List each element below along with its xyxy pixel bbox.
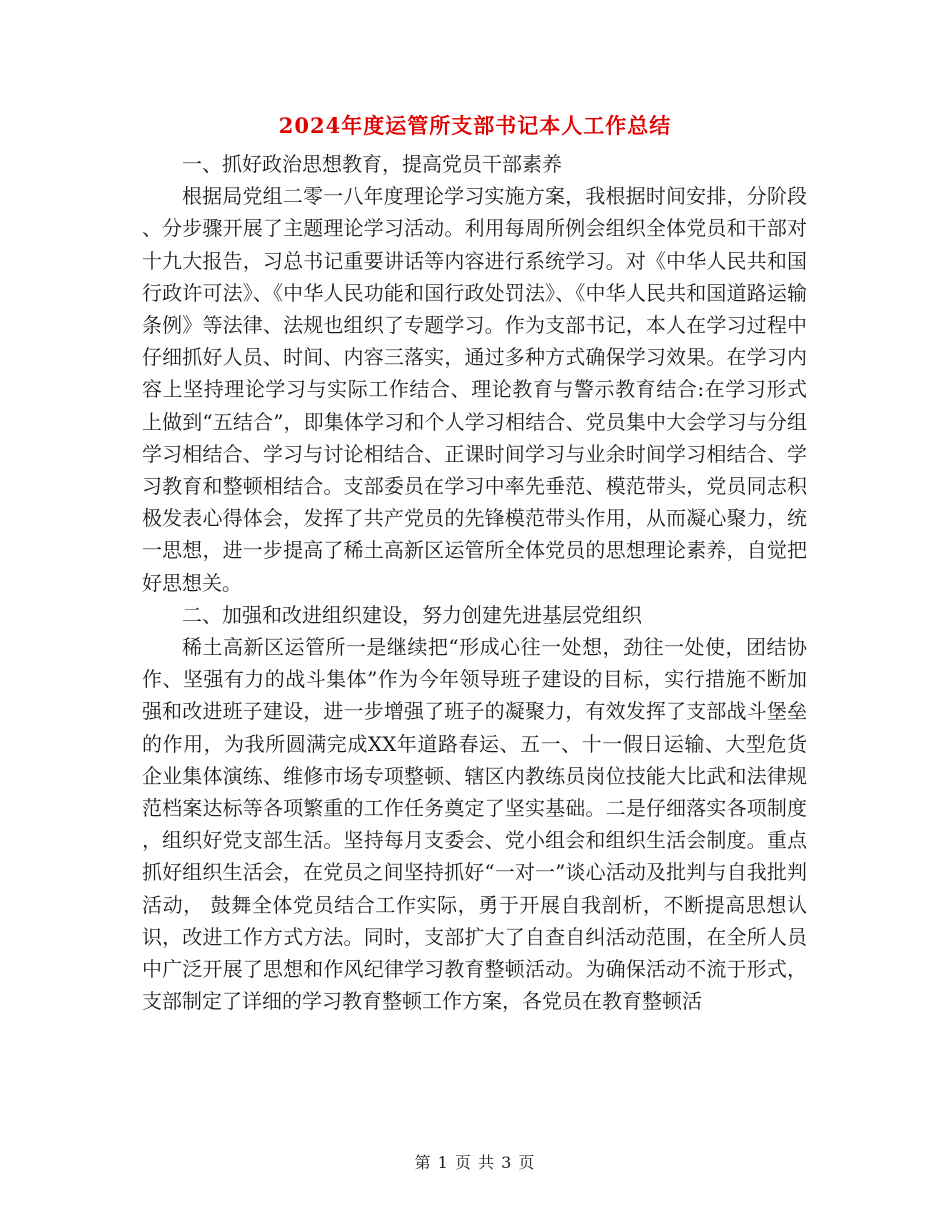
body-paragraph-1: 根据局党组二零一八年度理论学习实施方案，我根据时间安排，分阶段、分步骤开展了主题理论学习活动。利用每周所例会组织全体党员和干部对十九大报告，习总书记重要讲话等内容进行系统学习。对《中华人民共和国行政许可法》、《中华人民功能和国行政处罚法》、《中华人民共和国道路运输条例》等法律、法规也组织了专题学习。作为支部书记，本人在学习过程中仔细抓好人员、时间、内容三落实，通过多种方式确保学习效果。在学习内容上坚持理论学习与实际工作结合、理论教育与警示教育结合:在学习形式上做到“五结合”，即集体学习和个人学习相结合、党员集中大会学习与分组学习相结合、学习与讨论相结合、正课时间学习与业余时间学习相结合、学习教育和整顿相结合。支部委员在学习中率先垂范、模范带头，党员同志积极发表心得体会，发挥了共产党员的先锋模范带头作用，从而凝心聚力，统一思想，进一步提高了稀土高新区运管所全体党员的思想理论素养，自觉把好思想关。 xyxy=(142,184,807,595)
document-title: 2024年度运管所支部书记本人工作总结 xyxy=(278,113,672,138)
document-body xyxy=(142,148,807,1017)
body-paragraph-2: 稀土高新区运管所一是继续把“形成心往一处想，劲往一处使，团结协作、坚强有力的战斗集体”作为今年领导班子建设的目标，实行措施不断加强和改进班子建设，进一步增强了班子的凝聚力，有效发挥了支部战斗堡垒的作用，为我所圆满完成XX年道路春运、五一、十一假日运输、大型危货企业集体演练、维修市场专项整顿、辖区内教练员岗位技能大比武和法律规范档案达标等各项繁重的工作任务奠定了坚实基础。二是仔细落实各项制度，组织好党支部生活。坚持每月支委会、党小组会和组织生活会制度。重点抓好组织生活会，在党员之间坚持抓好“一对一”谈心活动及批判与自我批判活动， 鼓舞全体党员结合工作实际，勇于开展自我剖析，不断提高思想认识，改进工作方式方法。同时，支部扩大了自查自纠活动范围，在全所人员中广泛开展了思想和作风纪律学习教育整顿活动。为确保活动不流于形式，支部制定了详细的学习教育整顿工作方案，各党员在教育整顿活 xyxy=(142,635,807,1014)
section-heading-2: 二、加强和改进组织建设，努力创建先进基层党组织 xyxy=(182,602,642,627)
page-number: 第 1 页 共 3 页 xyxy=(414,1153,536,1172)
section-heading-1: 一、抓好政治思想教育，提高党员干部素养 xyxy=(182,152,562,176)
